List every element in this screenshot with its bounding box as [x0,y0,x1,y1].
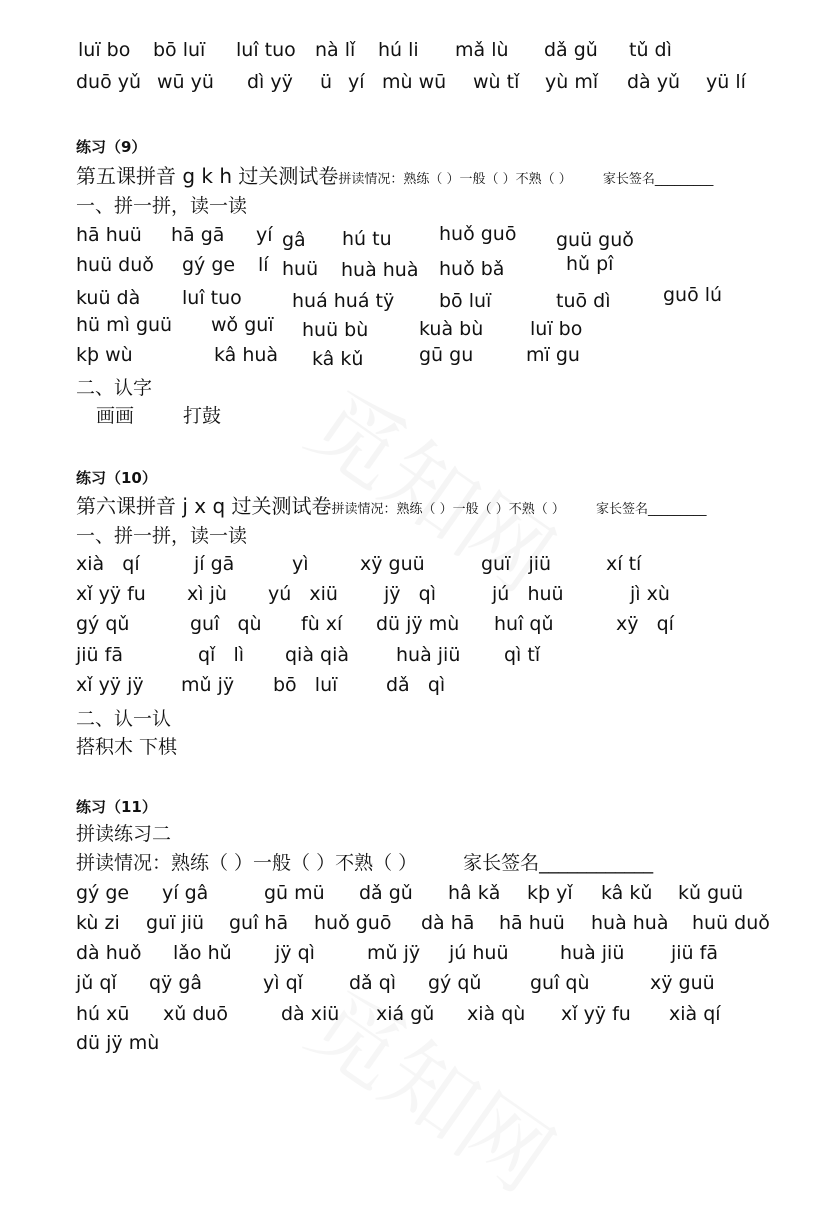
pinyin-word: dü jÿ mù [376,613,460,635]
pinyin-word: xí tí [606,553,642,575]
pinyin-word: mǔ jÿ [181,674,235,696]
character-word: 画画 [96,405,135,427]
parent-sign-line: 家长签名_________ [602,172,714,187]
pinyin-word: yì [292,553,309,575]
pinyin-word: yù mǐ [545,71,599,93]
pinyin-word: kâ huà [214,344,279,366]
pinyin-word: jÿ qì [384,583,436,605]
pinyin-word: huü duǒ [692,912,770,934]
pinyin-word: guō lú [663,284,723,306]
pinyin-word: mï gu [526,344,580,366]
pinyin-word: hú li [378,39,419,61]
pinyin-word: jiü fā [76,644,123,666]
pinyin-row [0,223,830,253]
pinyin-word: hā huü [76,224,142,246]
pinyin-word: yü lí [706,71,746,93]
character-word: 打鼓 [183,405,222,427]
exercise-title [76,493,707,523]
pinyin-row [0,313,830,343]
pinyin-word: xÿ qí [616,613,674,635]
pinyin-word: xià qí [669,1003,721,1025]
pinyin-word: jǔ qǐ [76,972,117,994]
pinyin-word: huü duǒ [76,254,154,276]
pinyin-word: guï jiü [146,912,205,934]
pinyin-row [0,941,830,971]
pinyin-row [0,971,830,1001]
pinyin-word: kþ yǐ [527,882,573,904]
pinyin-word: jÿ qì [275,942,315,964]
pinyin-word: bō luï [439,290,492,312]
pinyin-word: wū yü [157,71,214,93]
pinyin-word: gâ [282,229,306,251]
pinyin-word: qià qià [285,644,350,666]
pinyin-word: wǒ guï [211,314,274,336]
pinyin-row [0,286,830,316]
title-main: 第六课拼音 j x q 过关测试卷 [76,494,332,518]
pinyin-word: dǎ gǔ [544,39,598,61]
pinyin-word: dì yÿ [247,71,293,93]
pinyin-word: guü guǒ [556,229,634,251]
title-reading-status: 拼读情况：熟练（ ）一般（ ）不熟（ ） [338,172,572,187]
pinyin-word: huǒ bǎ [439,258,505,280]
pinyin-row [0,881,830,911]
title-main: 第五课拼音 g k h 过关测试卷 [76,164,339,188]
pinyin-word: dà hā [421,912,475,934]
pinyin-word: huà jiü [560,942,625,964]
pinyin-word: mǔ jÿ [367,942,421,964]
pinyin-word: hü mì guü [76,314,173,336]
pinyin-word: wù tǐ [473,71,520,93]
pinyin-word: xǐ yÿ fu [561,1003,631,1025]
pinyin-word: gý ge [182,254,236,276]
pinyin-word: kǔ guü [678,882,744,904]
pinyin-word: guî hā [229,912,289,934]
pinyin-row [0,612,830,642]
pinyin-word: hâ kǎ [448,882,501,904]
pinyin-word: kuà bù [419,318,484,340]
pinyin-word: kuü dà [76,287,141,309]
pinyin-word: huǒ guō [314,912,392,934]
pinyin-row [0,1002,830,1032]
exercise-title: 拼读练习二 [76,823,172,845]
parent-sign-line: 家长签名____________ [463,852,654,874]
pinyin-word: luî tuo [236,39,296,61]
pinyin-word: lǎo hǔ [173,942,232,964]
pinyin-word: yí [256,224,273,246]
pinyin-row [0,253,830,283]
pinyin-word: hú tu [342,228,392,250]
pinyin-word: huá huá tÿ [292,290,395,312]
pinyin-word: xÿ guü [650,972,715,994]
pinyin-word: xǐ yÿ jÿ [76,674,144,696]
title-reading-status: 拼读情况：熟练（ ）一般（ ）不熟（ ） [331,502,565,517]
pinyin-word: gū gu [419,344,474,366]
pinyin-word: jú huü [449,942,509,964]
pinyin-word: fù xí [301,613,343,635]
pinyin-row [0,552,830,582]
pinyin-word: luï bo [530,318,583,340]
pinyin-word: bō luï [273,674,338,696]
pinyin-word: ü [320,71,333,93]
pinyin-word: kâ kǔ [601,882,653,904]
pinyin-word: qǐ lì [198,644,245,666]
pinyin-word: dǎ qì [349,972,397,994]
pinyin-word: huî qǔ [494,613,554,635]
pinyin-word: hā gā [171,224,225,246]
pinyin-word: bō luï [153,39,206,61]
pinyin-row [0,343,830,373]
pinyin-word: gý qǔ [76,613,130,635]
reading-status: 拼读情况：熟练（ ）一般（ ）不熟（ ） [76,852,418,874]
pinyin-row [0,911,830,941]
parent-sign-line: 家长签名_________ [596,502,707,517]
pinyin-word: mǎ lù [455,39,509,61]
pinyin-word: yì qǐ [263,972,303,994]
pinyin-word: xià qí [76,553,140,575]
pinyin-word: guî qù [530,972,590,994]
pinyin-word: xǔ duō [163,1003,229,1025]
exercise-label: 练习（11） [76,798,157,816]
pinyin-word: huǒ guō [439,223,517,245]
pinyin-word: xÿ guü [360,553,425,575]
pinyin-word: guï jiü [481,553,552,575]
pinyin-word: yí gâ [162,882,209,904]
pinyin-word: nà lǐ [315,39,356,61]
pinyin-word: qì tǐ [504,644,541,666]
pinyin-word: hǔ pî [566,253,614,275]
pinyin-word: huà huà [591,912,669,934]
pinyin-word: guî qù [190,613,262,635]
exercise-label: 练习（10） [76,469,157,487]
pinyin-word: qÿ gâ [149,972,203,994]
section-heading: 一、拼一拼，读一读 [76,525,248,547]
pinyin-word: jú huü [492,583,564,605]
pinyin-word: tǔ dì [629,39,672,61]
pinyin-row [0,643,830,673]
pinyin-word: jì xù [630,583,670,605]
section-heading: 一、拼一拼，读一读 [76,195,248,217]
section-heading: 二、认一认 [76,708,172,730]
pinyin-word: huà huà [341,259,419,281]
pinyin-word: xiá gǔ [376,1003,435,1025]
pinyin-word: dà huǒ [76,942,142,964]
pinyin-word: mù wū [382,71,447,93]
pinyin-word: kþ wù [76,344,133,366]
pinyin-word: dà xiü [281,1003,340,1025]
pinyin-word: xià qù [467,1003,526,1025]
pinyin-word: gū mü [264,882,325,904]
pinyin-word: xǐ yÿ fu [76,583,146,605]
pinyin-word: dǎ gǔ [359,882,413,904]
pinyin-word: xì jù [187,583,227,605]
pinyin-word: gý qǔ [428,972,482,994]
pinyin-row [0,582,830,612]
top-row-1 [0,38,830,68]
pinyin-word: yí [348,71,365,93]
pinyin-word: lí [258,254,269,276]
pinyin-word: luï bo [78,39,131,61]
character-words: 搭积木 下棋 [76,736,178,758]
pinyin-word: duō yǔ [76,71,142,93]
pinyin-word: dǎ qì [386,674,446,696]
pinyin-word: yú xiü [268,583,338,605]
section-heading: 二、认字 [76,377,153,399]
pinyin-word: luî tuo [182,287,242,309]
pinyin-row [0,1031,830,1061]
top-row-2 [0,70,830,100]
pinyin-word: kâ kǔ [312,348,364,370]
pinyin-word: dà yǔ [627,71,681,93]
pinyin-word: hā huü [499,912,565,934]
pinyin-word: tuō dì [556,290,611,312]
exercise-label: 练习（9） [76,138,147,156]
pinyin-word: huà jiü [396,644,461,666]
pinyin-row [0,673,830,703]
reading-status-line [76,851,653,875]
pinyin-word: gý ge [76,882,130,904]
pinyin-word: huü bù [302,319,369,341]
pinyin-word: huü [282,258,319,280]
pinyin-word: hú xū [76,1003,130,1025]
exercise-title [76,163,713,193]
pinyin-word: dü jÿ mù [76,1032,160,1054]
pinyin-word: kù zi [76,912,120,934]
pinyin-word: jí gā [194,553,235,575]
pinyin-word: jiü fā [671,942,718,964]
